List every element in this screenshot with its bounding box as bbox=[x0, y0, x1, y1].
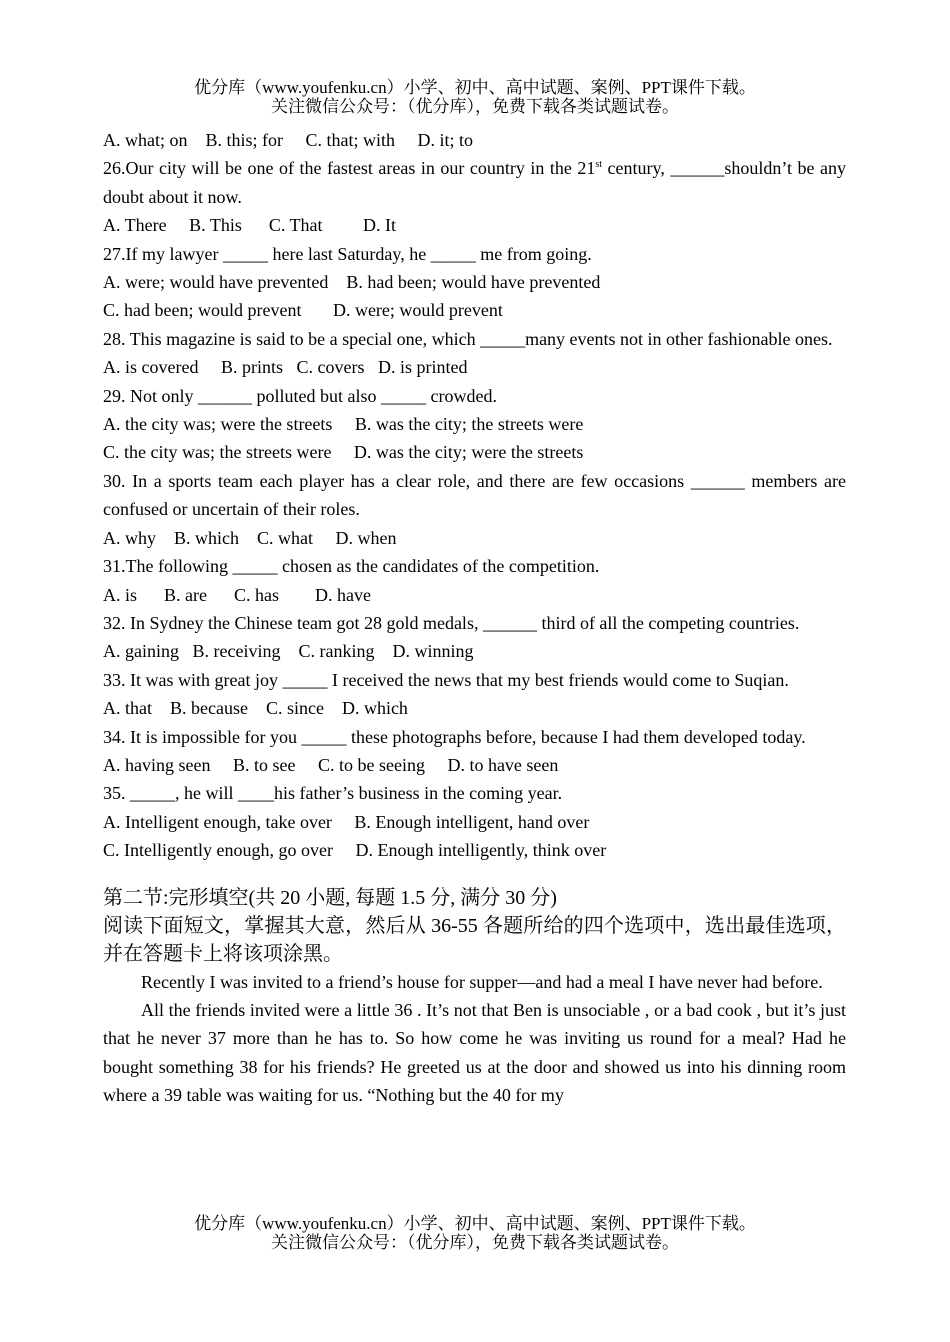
q34-stem: 34. It is impossible for you _____ these photographs before, because I had them developed today. bbox=[103, 726, 806, 747]
q28-options: A. is covered B. prints C. covers D. is printed bbox=[103, 357, 468, 378]
q27-stem: 27.If my lawyer _____ here last Saturday, he _____ me from going. bbox=[103, 243, 592, 264]
q25-options: A. what; on B. this; for C. that; with D. it; to bbox=[103, 130, 473, 150]
footer-line-2: 关注微信公众号：（优分库），免费下载各类试题试卷。 bbox=[271, 1233, 679, 1252]
q30-stem: 30. In a sports team each player has a clear role, and there are few occasions ______ members are confused or uncertain of their roles. bbox=[103, 470, 846, 520]
passage-paragraph-1: Recently I was invited to a friend’s house for supper—and had a meal I have never had before. bbox=[141, 971, 823, 992]
q35-options-1: A. Intelligent enough, take over B. Enough intelligent, hand over bbox=[103, 811, 590, 832]
q32-stem: 32. In Sydney the Chinese team got 28 gold medals, ______ third of all the competing countries. bbox=[103, 612, 800, 633]
q27-options-1: A. were; would have prevented B. had been; would have prevented bbox=[103, 272, 601, 293]
q29-stem: 29. Not only ______ polluted but also _____ crowded. bbox=[103, 385, 497, 406]
q29-options-2: C. the city was; the streets were D. was the city; were the streets bbox=[103, 442, 584, 463]
footer-line-1: 优分库（www.youfenku.cn）小学、初中、高中试题、案例、PPT课件下载。 bbox=[194, 1214, 756, 1233]
header-line-1: 优分库（www.youfenku.cn）小学、初中、高中试题、案例、PPT课件下载。 bbox=[194, 78, 756, 97]
q33-options: A. that B. because C. since D. which bbox=[103, 698, 408, 719]
q26-stem: 26.Our city will be one of the fastest areas in our country in the 21st century, ______shouldn’t be any doubt about it now. bbox=[103, 158, 846, 207]
q28-stem: 28. This magazine is said to be a special one, which _____many events not in other fashionable ones. bbox=[103, 328, 833, 349]
q34-options: A. having seen B. to see C. to be seeing D. to have seen bbox=[103, 754, 559, 775]
page-footer bbox=[0, 1214, 950, 1252]
section-spacer bbox=[103, 865, 846, 884]
q35-options-2: C. Intelligently enough, go over D. Enough intelligently, think over bbox=[103, 840, 607, 861]
section2-title: 第二节:完形填空(共 20 小题, 每题 1.5 分, 满分 30 分) bbox=[103, 886, 557, 909]
q31-options: A. is B. are C. has D. have bbox=[103, 584, 371, 605]
q33-stem: 33. It was with great joy _____ I received the news that my best friends would come to Suqian. bbox=[103, 669, 789, 690]
q32-options: A. gaining B. receiving C. ranking D. winning bbox=[103, 641, 474, 662]
q30-options: A. why B. which C. what D. when bbox=[103, 527, 397, 548]
q29-options-1: A. the city was; were the streets B. was the city; the streets were bbox=[103, 414, 584, 435]
page-header bbox=[0, 78, 950, 116]
q27-options-2: C. had been; would prevent D. were; would prevent bbox=[103, 300, 503, 321]
q31-stem: 31.The following _____ chosen as the candidates of the competition. bbox=[103, 556, 600, 577]
passage-paragraph-2: All the friends invited were a little 36 . It’s not that Ben is unsociable , or a bad cook , but it’s just that he never 37 more than he has to. So how come he was inviting us round for a meal? Had he bought something 38 for his friends? He greeted us at the door and showed us into his dinning room where a 39 table was waiting for us. “Nothing but the 40 for my bbox=[103, 999, 846, 1106]
header-line-2: 关注微信公众号：（优分库），免费下载各类试题试卷。 bbox=[271, 97, 679, 116]
section2-instruction: 阅读下面短文，掌握其大意，然后从 36-55 各题所给的四个选项中，选出最佳选项，并在答题卡上将该项涂黑。 bbox=[103, 914, 846, 965]
q35-stem: 35. _____, he will ____his father’s business in the coming year. bbox=[103, 783, 563, 804]
q26-options: A. There B. This C. That D. It bbox=[103, 215, 396, 236]
exam-content bbox=[103, 126, 846, 1110]
